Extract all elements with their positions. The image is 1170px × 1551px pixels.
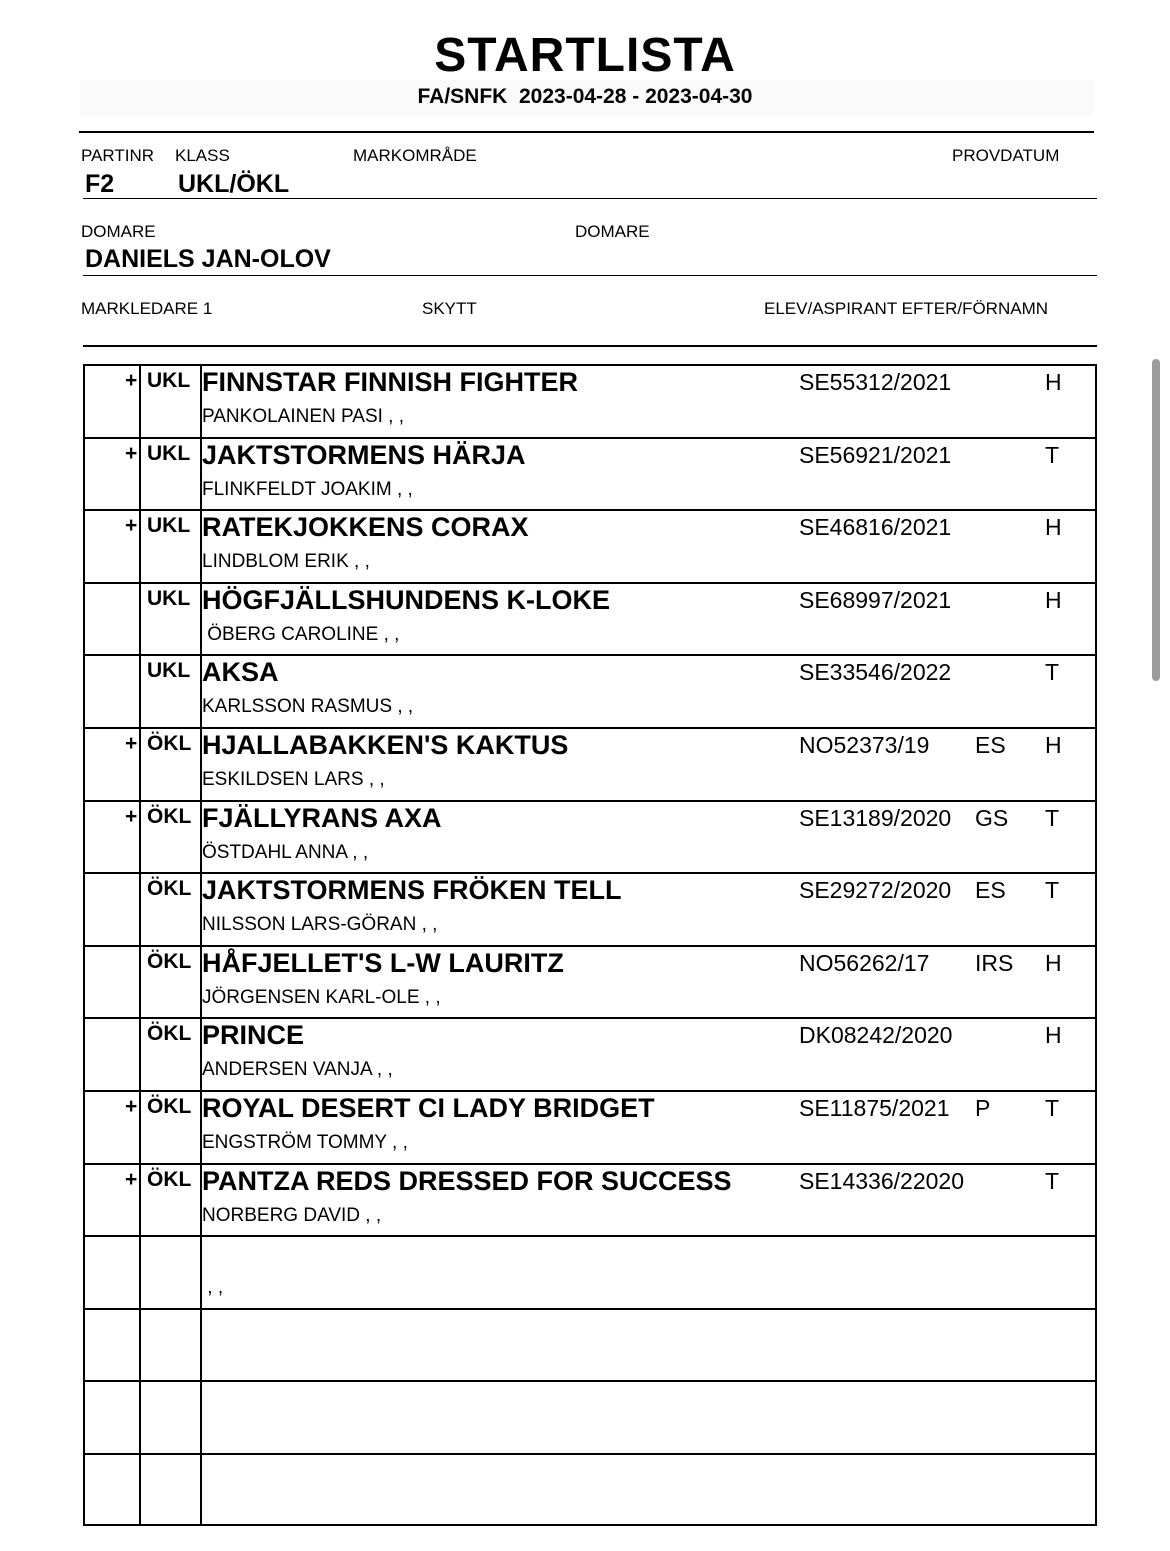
entry-plus-mark: +	[125, 1095, 138, 1118]
entry-reg-number: SE46816/2021	[799, 514, 952, 540]
partinr-value: F2	[85, 170, 115, 198]
entry-breed-code: IRS	[975, 950, 1014, 976]
entry-sex: H	[1045, 732, 1062, 758]
entry-dog-name: ROYAL DESERT CI LADY BRIDGET	[202, 1093, 655, 1123]
entry-plus-mark: +	[125, 514, 138, 537]
table-row	[83, 1164, 1097, 1237]
entry-owner: NORBERG DAVID , ,	[202, 1205, 382, 1226]
entry-sex: T	[1045, 1168, 1060, 1194]
entry-breed-code: ES	[975, 732, 1006, 758]
row-divider	[83, 1453, 1097, 1455]
entry-dog-name: RATEKJOKKENS CORAX	[202, 512, 529, 542]
skytt-label: SKYTT	[422, 299, 477, 318]
row-divider	[83, 1235, 1097, 1237]
entry-sex: H	[1045, 369, 1062, 395]
row-divider	[83, 800, 1097, 802]
partinr-label: PARTINR	[81, 146, 155, 165]
entry-class: UKL	[147, 587, 191, 610]
entry-dog-name: JAKTSTORMENS HÄRJA	[202, 440, 526, 470]
provdatum-label: PROVDATUM	[952, 146, 1060, 165]
entry-dog-name: HÅFJELLET'S L-W LAURITZ	[202, 948, 564, 978]
table-row	[83, 1309, 1097, 1382]
divider-header-2	[83, 275, 1097, 276]
entry-sex: T	[1045, 442, 1060, 468]
entry-breed-code: GS	[975, 805, 1009, 831]
entry-reg-number: DK08242/2020	[799, 1022, 953, 1048]
domare-1-value: DANIELS JAN-OLOV	[85, 245, 331, 273]
entry-sex: H	[1045, 587, 1062, 613]
table-row	[83, 946, 1097, 1019]
entry-owner: FLINKFELDT JOAKIM , ,	[202, 479, 413, 500]
entry-class: ÖKL	[147, 877, 192, 900]
domare-1-label: DOMARE	[81, 222, 156, 241]
entry-dog-name: PRINCE	[202, 1020, 305, 1050]
divider-top	[79, 131, 1094, 133]
entry-owner: , ,	[202, 1277, 224, 1298]
entry-class: ÖKL	[147, 1168, 192, 1191]
entry-sex: T	[1045, 659, 1060, 685]
markledare-label: MARKLEDARE 1	[81, 299, 213, 318]
entry-dog-name: AKSA	[202, 657, 279, 687]
page-title: STARTLISTA	[434, 29, 736, 82]
entry-owner: LINDBLOM ERIK , ,	[202, 551, 370, 572]
entry-reg-number: SE11875/2021	[799, 1095, 950, 1121]
entry-sex: T	[1045, 1095, 1060, 1121]
scrollbar[interactable]	[1152, 359, 1160, 681]
entry-plus-mark: +	[125, 369, 138, 392]
entry-sex: T	[1045, 877, 1060, 903]
table-row	[83, 655, 1097, 728]
entry-plus-mark: +	[125, 805, 138, 828]
entry-reg-number: SE68997/2021	[799, 587, 952, 613]
row-divider	[83, 872, 1097, 874]
entry-reg-number: SE14336/22020	[799, 1168, 964, 1194]
entry-reg-number: SE13189/2020	[799, 805, 952, 831]
table-row	[83, 365, 1097, 438]
entry-class: ÖKL	[147, 1022, 192, 1045]
row-divider	[83, 509, 1097, 511]
event-subtitle: FA/SNFK 2023-04-28 - 2023-04-30	[417, 85, 753, 108]
entry-owner: JÖRGENSEN KARL-OLE , ,	[202, 987, 441, 1008]
table-row	[83, 873, 1097, 946]
entry-reg-number: SE33546/2022	[799, 659, 952, 685]
entry-plus-mark: +	[125, 732, 138, 755]
entry-class: ÖKL	[147, 732, 192, 755]
entry-class: ÖKL	[147, 950, 192, 973]
entry-dog-name: FJÄLLYRANS AXA	[202, 803, 442, 833]
table-row	[83, 1454, 1097, 1527]
row-divider	[83, 1380, 1097, 1382]
table-row	[83, 438, 1097, 511]
row-divider	[83, 727, 1097, 729]
entry-sex: H	[1045, 514, 1062, 540]
entry-owner: ÖSTDAHL ANNA , ,	[202, 842, 369, 863]
row-divider	[83, 1163, 1097, 1165]
row-divider	[83, 1308, 1097, 1310]
entry-sex: H	[1045, 950, 1062, 976]
row-divider	[83, 945, 1097, 947]
divider-header-3	[83, 345, 1097, 347]
entry-owner: ÖBERG CAROLINE , ,	[202, 624, 400, 645]
entry-owner: ANDERSEN VANJA , ,	[202, 1059, 393, 1080]
row-divider	[83, 1017, 1097, 1019]
row-divider	[83, 437, 1097, 439]
entry-class: ÖKL	[147, 805, 192, 828]
entry-dog-name: HÖGFJÄLLSHUNDENS K-LOKE	[202, 585, 611, 615]
entry-sex: H	[1045, 1022, 1062, 1048]
table-row	[83, 1091, 1097, 1164]
entry-dog-name: HJALLABAKKEN'S KAKTUS	[202, 730, 569, 760]
entry-class: UKL	[147, 659, 191, 682]
table-row	[83, 1236, 1097, 1309]
entry-class: UKL	[147, 369, 191, 392]
entry-plus-mark: +	[125, 442, 138, 465]
markomrade-label: MARKOMRÅDE	[353, 146, 477, 165]
table-row	[83, 1381, 1097, 1454]
entry-plus-mark: +	[125, 1168, 138, 1191]
table-row	[83, 510, 1097, 583]
domare-2-label: DOMARE	[575, 222, 650, 241]
table-row	[83, 583, 1097, 656]
elev-aspirant-label: ELEV/ASPIRANT EFTER/FÖRNAMN	[764, 299, 1049, 318]
entry-sex: T	[1045, 805, 1060, 831]
klass-label: KLASS	[175, 146, 230, 165]
entry-breed-code: P	[975, 1095, 991, 1121]
table-row	[83, 728, 1097, 801]
entry-reg-number: NO56262/17	[799, 950, 930, 976]
entry-reg-number: SE55312/2021	[799, 369, 952, 395]
row-divider	[83, 654, 1097, 656]
table-row	[83, 801, 1097, 874]
entry-breed-code: ES	[975, 877, 1006, 903]
row-divider	[83, 1090, 1097, 1092]
entry-class: UKL	[147, 442, 191, 465]
entry-owner: ESKILDSEN LARS , ,	[202, 769, 385, 790]
entry-owner: PANKOLAINEN PASI , ,	[202, 406, 405, 427]
entry-owner: NILSSON LARS-GÖRAN , ,	[202, 914, 438, 935]
entry-class: UKL	[147, 514, 191, 537]
klass-value: UKL/ÖKL	[178, 170, 290, 198]
entry-reg-number: NO52373/19	[799, 732, 930, 758]
row-divider	[83, 582, 1097, 584]
entry-owner: KARLSSON RASMUS , ,	[202, 696, 414, 717]
entry-owner: ENGSTRÖM TOMMY , ,	[202, 1132, 408, 1153]
entry-dog-name: FINNSTAR FINNISH FIGHTER	[202, 367, 578, 397]
entry-reg-number: SE29272/2020	[799, 877, 952, 903]
entry-dog-name: JAKTSTORMENS FRÖKEN TELL	[202, 875, 622, 905]
entry-class: ÖKL	[147, 1095, 192, 1118]
divider-header-1	[83, 198, 1097, 199]
entry-reg-number: SE56921/2021	[799, 442, 952, 468]
table-row	[83, 1018, 1097, 1091]
entry-dog-name: PANTZA REDS DRESSED FOR SUCCESS	[202, 1166, 732, 1196]
